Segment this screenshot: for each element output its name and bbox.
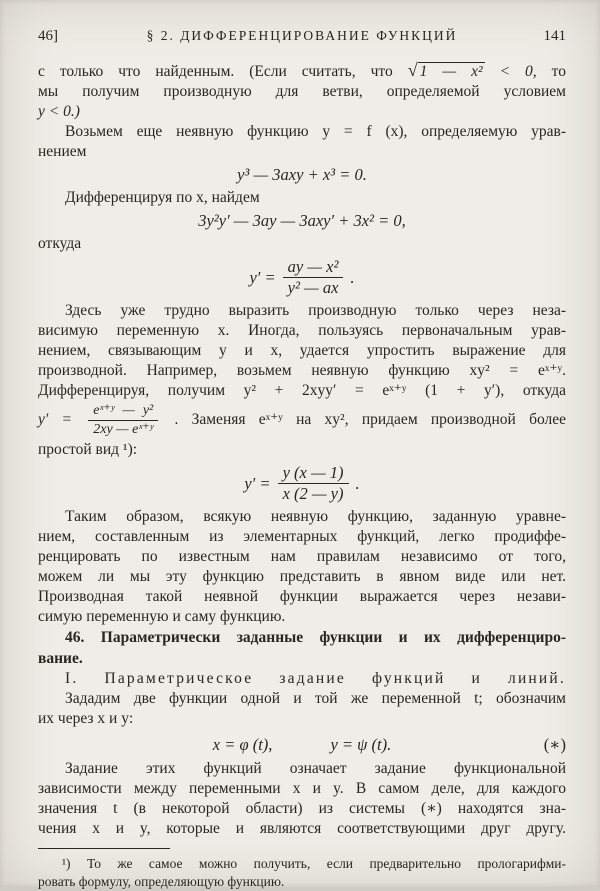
text-line: Здесь уже трудно выразить производную только через неза-	[65, 302, 566, 319]
spaced-subheading: I. Параметрическое задание функций и линий.	[65, 670, 566, 687]
formula-lhs: y′ =	[244, 473, 271, 493]
text-line: Задание этих функций означает задание функциональной	[65, 760, 566, 777]
formula-y-part: y = ψ (t).	[330, 735, 392, 754]
text-line: Производная такой неявной функции выражается через незави-	[38, 588, 566, 605]
formula-lhs: y′ =	[249, 267, 276, 287]
paragraph-lines	[38, 507, 566, 607]
text-line: зависимости между переменными x и y. В самом деле, для каждого	[38, 780, 566, 797]
text-line: висимую переменную x. Иногда, пользуясь первоначальным урав-	[38, 322, 566, 339]
paragraph-simplify	[38, 301, 566, 460]
fraction-numerator: ay — x²	[283, 258, 344, 278]
text-line: чения x и y, которые и являются соответствующими друг другу.	[38, 820, 566, 837]
text-line: Возьмем еще неявную функцию y = f (x), определяемую урав-	[65, 123, 566, 140]
text-line: простой вид ¹):	[38, 441, 138, 458]
formula-x-part: x = φ (t),	[212, 735, 273, 754]
formula-end: .	[350, 267, 355, 287]
text-line: ровать формулу, определяющую функцию.	[38, 874, 285, 889]
radicand: 1 — x²	[419, 63, 483, 80]
text-line: ренцировать по известным нам правилам независимо от того,	[38, 548, 566, 565]
radical-sign: √	[407, 60, 418, 80]
text-line: симую переменную и саму функцию.	[38, 608, 286, 625]
footnote-rule	[38, 848, 170, 849]
text-line: значения t (в некоторой области) из системы (∗) находятся зна-	[38, 800, 566, 817]
paragraph-lines	[38, 122, 566, 142]
text-segment: то	[551, 63, 566, 80]
fraction	[278, 464, 349, 503]
inline-fraction	[88, 403, 158, 438]
display-formula-cubic: y³ — 3axy + x³ = 0.	[237, 165, 367, 184]
footnote	[38, 855, 566, 891]
display-formula-derivative-1	[38, 258, 566, 297]
text-line: их через x и y:	[38, 710, 134, 727]
text-line: Зададим две функции одной и той же переменной t; обозначим	[65, 690, 566, 707]
formula-end: .	[355, 473, 360, 493]
page-number: 141	[543, 28, 566, 44]
display-formula-parametric	[38, 735, 566, 755]
text-line: Таким образом, всякую неявную функцию, заданную уравне-	[65, 508, 566, 525]
text-line: можем ли мы эту функцию представить в явном виде или нет.	[38, 568, 566, 585]
paragraph-conclusion	[38, 507, 566, 627]
paragraph-lines	[38, 759, 566, 839]
text-line: y < 0.)	[38, 103, 80, 120]
fraction-numerator: y (x — 1)	[278, 464, 349, 484]
paragraph-meaning	[38, 759, 566, 839]
paragraph-parametric-intro	[38, 669, 566, 729]
text-segment: < 0,	[499, 63, 537, 80]
section-marker: 46]	[38, 28, 58, 44]
text-line: ¹) То же самое можно получить, если предварительно прологарифми-	[62, 856, 566, 871]
fraction-denominator: y² — ax	[287, 278, 339, 297]
section-heading-46	[38, 627, 566, 669]
footnote-lines	[38, 855, 566, 873]
paragraph-lines	[38, 689, 566, 709]
text-line-with-fraction	[38, 403, 566, 438]
text-line: Дифференцируя по x, найдем	[65, 189, 260, 206]
text-line: 46. Параметрически заданные функции и их дифференциро-	[65, 629, 566, 646]
running-head	[38, 26, 566, 46]
inline-formula-lhs: y′ =	[38, 411, 72, 429]
display-formula-derivative-2	[38, 464, 566, 503]
text-segment: . Заменяя eˣ⁺ʸ на xy², придаем производной более	[174, 411, 566, 429]
text-line: вание.	[38, 650, 83, 667]
fraction-denominator: x (2 — y)	[282, 484, 344, 503]
sqrt-expression	[407, 60, 485, 80]
text-line: мы получим производную для ветви, определяемой условием	[38, 83, 566, 100]
heading-lines	[38, 627, 566, 648]
equation-tag: (∗)	[543, 735, 566, 754]
paragraph-implicit-function	[38, 122, 566, 162]
paragraph-otkuda	[38, 234, 566, 254]
text-line: откуда	[38, 235, 82, 252]
text-segment: с только что найденным. (Если считать, что	[38, 63, 393, 80]
chapter-title: § 2. ДИФФЕРЕНЦИРОВАНИЕ ФУНКЦИЙ	[146, 28, 458, 43]
display-formula-differentiated: 3y²y′ — 3ay — 3axy′ + 3x² = 0,	[198, 211, 406, 230]
text-line: нением	[38, 143, 87, 160]
text-line: производной. Например, возьмем неявную функцию xy² = eˣ⁺ʸ.	[38, 362, 566, 379]
text-line: нием, составленным из элементарных функций, легко продиффе-	[38, 528, 566, 545]
text-line-with-sqrt	[38, 60, 566, 82]
fraction-numerator: eˣ⁺ʸ — y²	[88, 403, 158, 421]
fraction	[283, 258, 344, 297]
paragraph-lines	[38, 301, 566, 401]
text-line: нением, связывающим y и x, удается упростить выражение для	[38, 342, 566, 359]
paragraph-branch-condition	[38, 60, 566, 122]
text-line: Дифференцируя, получим y² + 2xyy′ = eˣ⁺ʸ (1 + y′), откуда	[38, 382, 566, 399]
fraction-denominator: 2xy — eˣ⁺ʸ	[93, 422, 154, 437]
paragraph-lines	[38, 82, 566, 102]
paragraph-differentiate	[38, 188, 566, 208]
